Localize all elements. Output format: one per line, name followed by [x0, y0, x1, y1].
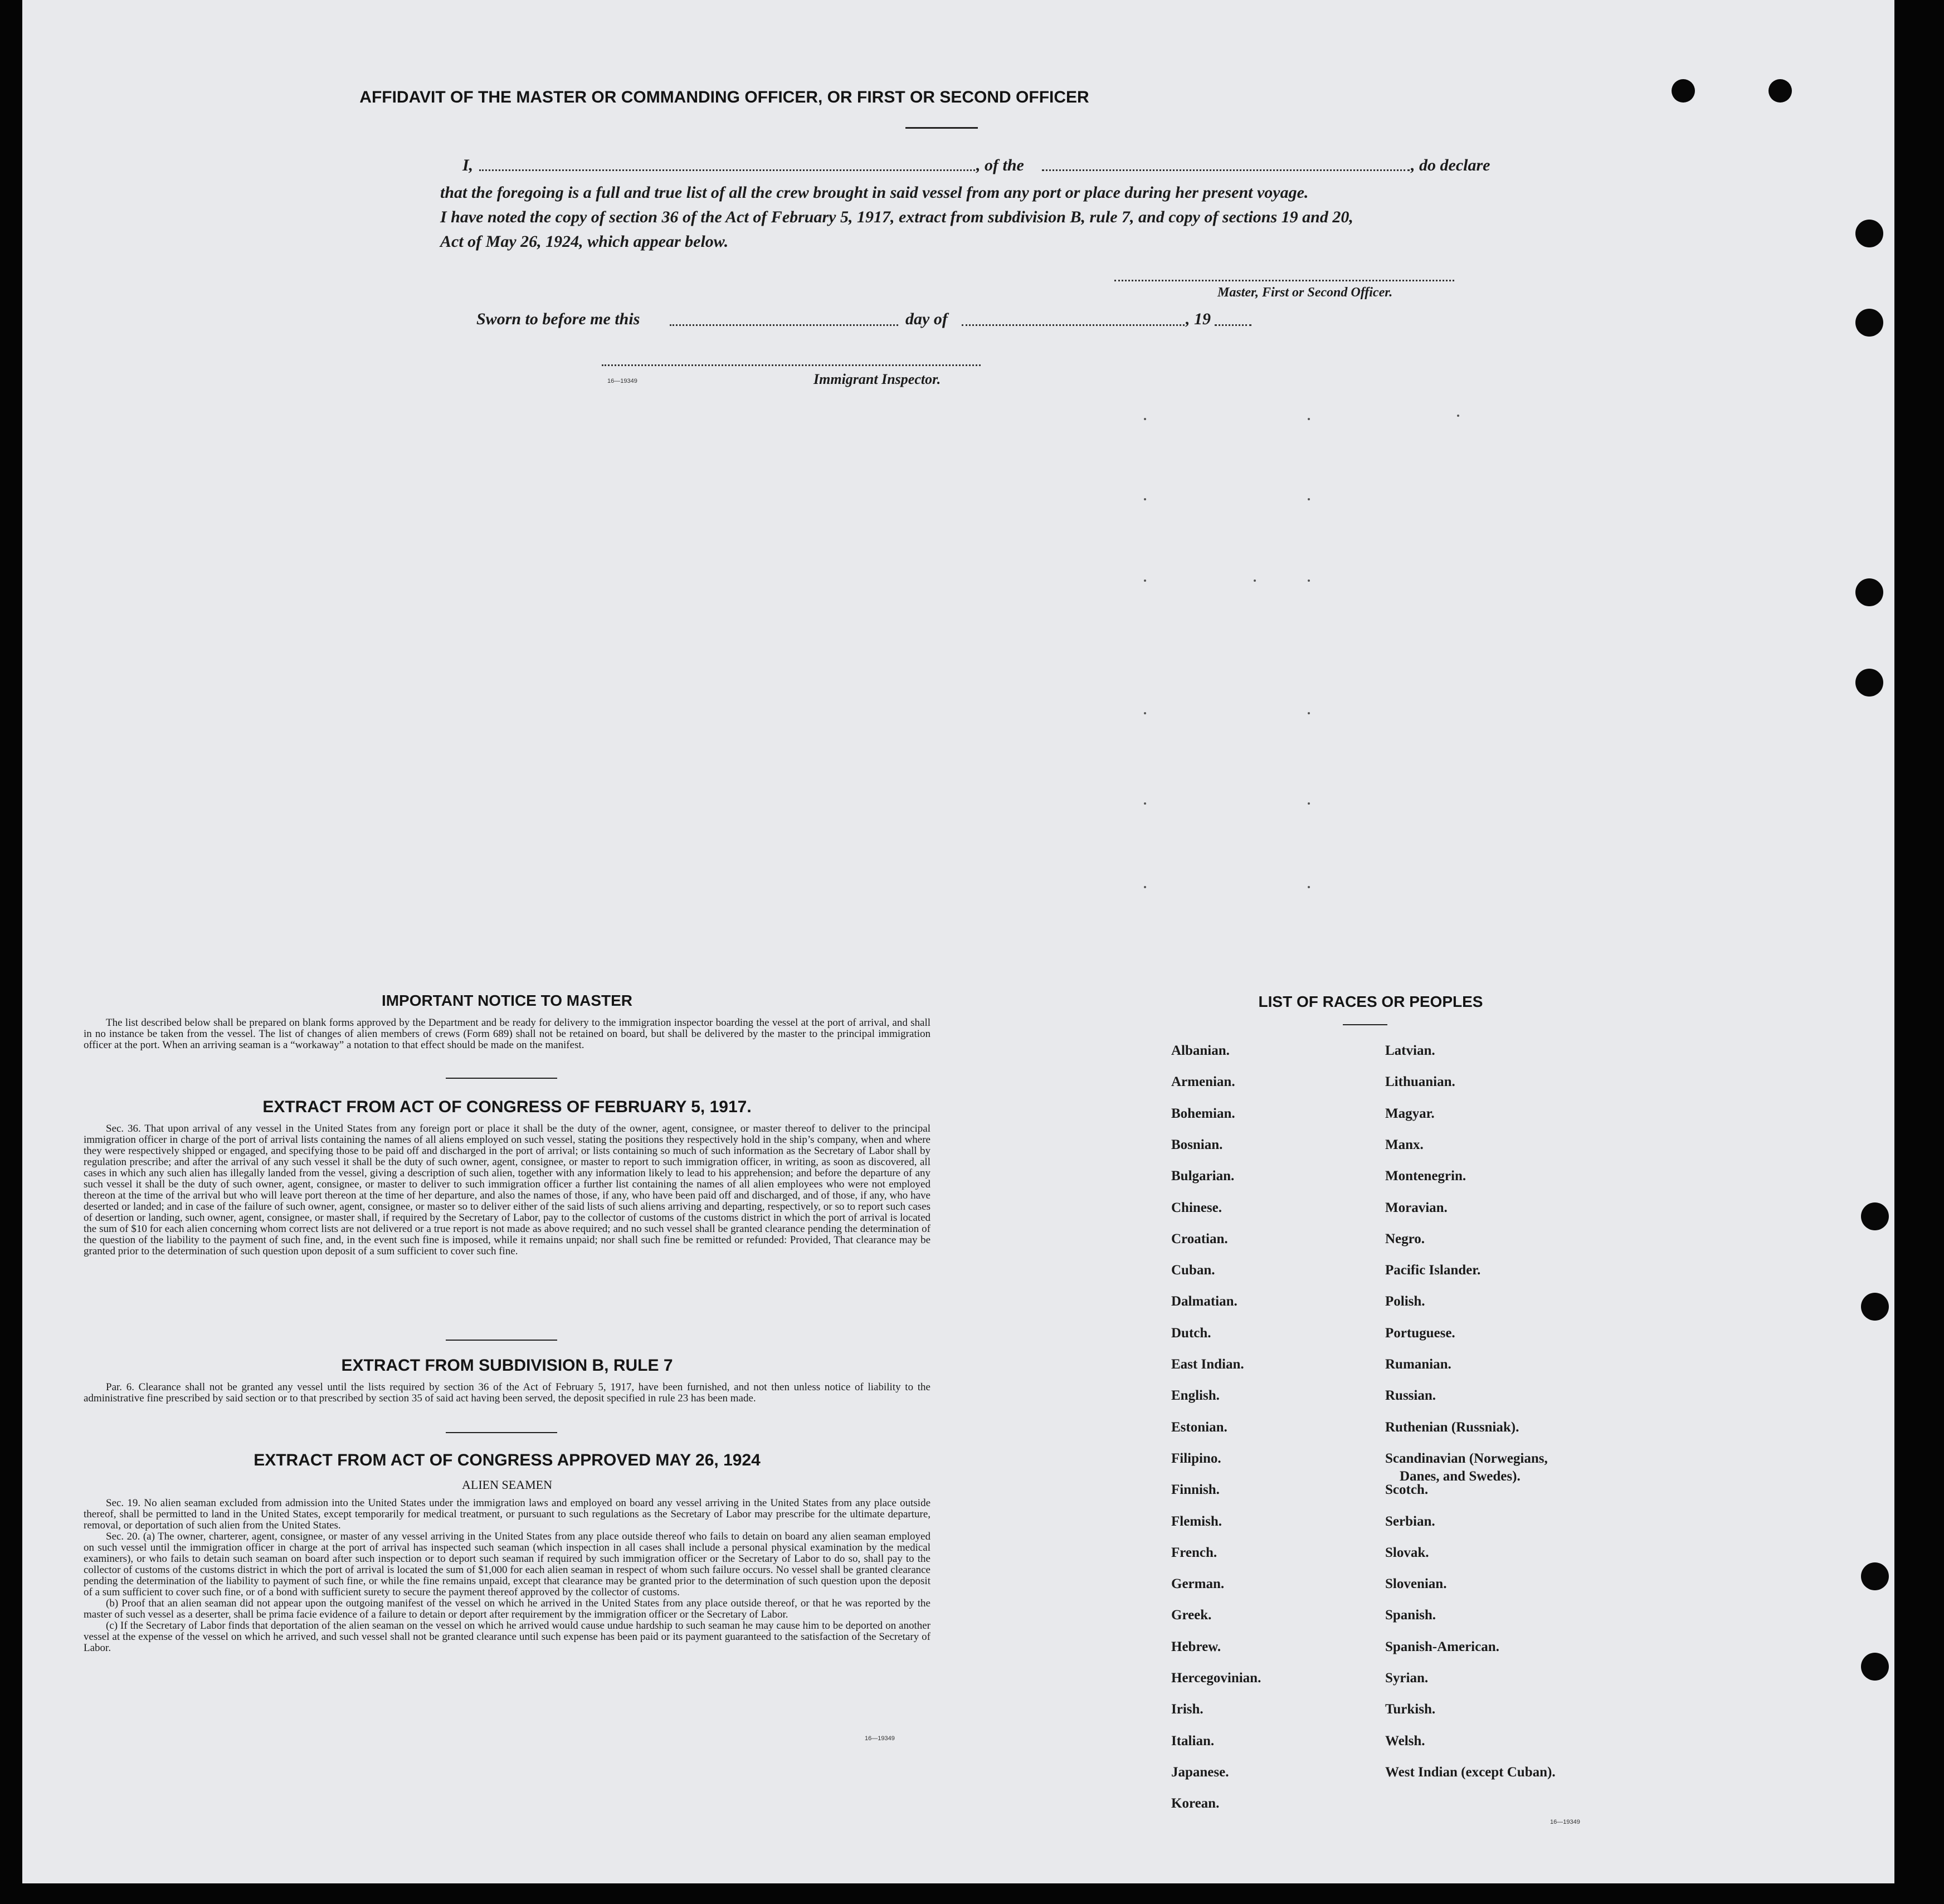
notice-title: IMPORTANT NOTICE TO MASTER — [381, 992, 633, 1009]
notice-text — [84, 1017, 930, 1051]
speck — [1308, 580, 1310, 582]
race-item: Bosnian. — [1171, 1137, 1223, 1152]
title-underline — [905, 127, 978, 129]
race-item: Danes, and Swedes). — [1400, 1469, 1521, 1484]
speck — [1144, 418, 1146, 420]
master-signature-label: Master, First or Second Officer. — [1217, 285, 1393, 300]
extract-1917-paragraph: Sec. 36. That upon arrival of any vessel in the United States from any foreign port or place it shall be the duty of the owner, agent, consignee, or master thereof to deliver to the principal immigration officer in charge of the port of arrival lists containing the names of all aliens employed on such vessel, stating the positions they respectively hold in the ship’s company, when and where they were respectively shipped or engaged, and specifying those to be paid off and discharged in the port of arrival; or lists containing so much of such information as the Secretary of Labor shall by regulation prescribe; and after the arrival of any such vessel it shall be the duty of such owner, agent, consignee, or master to report to such immigration officer, in writing, as soon as discovered, all cases in which any such alien has illegally landed from the vessel, giving a description of such alien, together with any information likely to lead to his apprehension; and before the departure of any such vessel it shall be the duty of such owner, agent, consignee, or master to deliver to such immigration officer a further list containing the names of all alien employees who were not employed thereon at the time of the arrival but who will leave port thereon at the time of her departure, and also the names of those, if any, who have been paid off and discharged, and of those, if any, who have deserted or landed; and in case of the failure of such owner, agent, consignee, or master so to deliver either of the said lists of such aliens arriving and departing, respectively, or so to report such cases of desertion or landing, such owner, agent, consignee, or master shall, if required by the Secretary of Labor, pay to the collector of customs of the customs district in which the port of arrival is located the sum of $10 for each alien concerning whom correct lists are not delivered or a true report is not made as above required; and no such vessel shall be granted clearance pending the determination of the question of the liability to the payment of such fine, and, in the event such fine is imposed, while it remains unpaid; nor shall such fine be remitted or refunded: Provided, That clearance may be granted prior to the determination of such question upon deposit of a sum sufficient to cover such fine. — [84, 1123, 930, 1257]
speck — [1144, 580, 1146, 582]
declaration-line: I have noted the copy of section 36 of the Act of February 5, 1917, extract from subdivision B, rule 7, and copy of sections 19 and 20, — [440, 208, 1353, 226]
inspector-signature-field[interactable] — [602, 364, 981, 366]
sworn-label: Sworn to before me this — [476, 310, 640, 328]
speck — [1308, 712, 1310, 714]
section-divider — [446, 1432, 557, 1433]
extract-1924-title: EXTRACT FROM ACT OF CONGRESS APPROVED MAY 26, 1924 — [254, 1451, 761, 1469]
punch-hole — [1861, 1293, 1889, 1321]
race-item: Moravian. — [1385, 1200, 1448, 1215]
year-label: , 19 — [1186, 310, 1211, 328]
speck — [1144, 498, 1146, 500]
form-number: 16—19349 — [865, 1735, 895, 1742]
punch-hole — [1768, 79, 1792, 103]
race-item: Finnish. — [1171, 1482, 1220, 1497]
race-item: Latvian. — [1385, 1043, 1435, 1058]
extract-1917-title: EXTRACT FROM ACT OF CONGRESS OF FEBRUARY 5, 1917. — [262, 1098, 752, 1116]
declarant-label: I, — [462, 156, 474, 174]
sec-20c-paragraph: (c) If the Secretary of Labor finds that deportation of the alien seaman on the vessel on which he arrived would cause undue hardship to such seaman he may cause him to be deported on another vessel at the expense of the vessel on which he arrived, and such vessel shall not be granted clearance until such expense has been paid or its payment guaranteed to the satisfaction of the Secretary of Labor. — [84, 1620, 930, 1654]
sworn-day-field[interactable] — [670, 324, 898, 326]
race-item: Scandinavian (Norwegians, — [1385, 1451, 1548, 1466]
form-number: 16—19349 — [607, 378, 637, 384]
race-item: Pacific Islander. — [1385, 1263, 1481, 1278]
speck — [1457, 415, 1459, 417]
extract-1917-text — [84, 1123, 930, 1257]
speck — [1308, 418, 1310, 420]
section-divider — [446, 1078, 557, 1079]
race-item: Armenian. — [1171, 1074, 1235, 1089]
race-item: Spanish-American. — [1385, 1639, 1499, 1654]
race-item: Chinese. — [1171, 1200, 1222, 1215]
race-item: Portuguese. — [1385, 1326, 1455, 1341]
race-item: Polish. — [1385, 1294, 1425, 1309]
race-item: Welsh. — [1385, 1733, 1425, 1749]
race-item: Hercegovinian. — [1171, 1671, 1261, 1686]
punch-hole — [1855, 669, 1883, 697]
race-item: Serbian. — [1385, 1514, 1435, 1529]
race-item: Montenegrin. — [1385, 1168, 1466, 1184]
race-item: Irish. — [1171, 1702, 1204, 1717]
race-item: Albanian. — [1171, 1043, 1230, 1058]
punch-hole — [1855, 309, 1883, 337]
race-item: West Indian (except Cuban). — [1385, 1765, 1556, 1780]
punch-hole — [1861, 1653, 1889, 1681]
declaration-line: Act of May 26, 1924, which appear below. — [440, 232, 729, 251]
race-item: Scotch. — [1385, 1482, 1429, 1497]
vessel-label: , of the — [976, 156, 1024, 174]
sworn-month-field[interactable] — [962, 324, 1185, 326]
extract-rule7-title: EXTRACT FROM SUBDIVISION B, RULE 7 — [341, 1356, 673, 1375]
speck — [1254, 580, 1256, 582]
sec-19-paragraph: Sec. 19. No alien seaman excluded from admission into the United States under the immigration laws and employed on board any vessel arriving in the United States from any place outside thereof, shall be permitted to land in the United States, except temporarily for medical treatment, or pursuant to such regulations as the Secretary of Labor may prescribe for the ultimate departure, removal, or deportation of such alien from the United States. — [84, 1497, 930, 1531]
races-title-underline — [1343, 1024, 1387, 1025]
race-item: Dutch. — [1171, 1326, 1211, 1341]
declaration-text — [440, 181, 1555, 254]
punch-hole — [1855, 578, 1883, 606]
race-item: Croatian. — [1171, 1231, 1228, 1246]
alien-seamen-subtitle: ALIEN SEAMEN — [462, 1478, 552, 1492]
race-item: Spanish. — [1385, 1608, 1436, 1623]
sworn-year-field[interactable] — [1215, 324, 1251, 326]
race-item: Dalmatian. — [1171, 1294, 1237, 1309]
race-item: French. — [1171, 1545, 1217, 1560]
race-item: English. — [1171, 1388, 1220, 1403]
race-item: Greek. — [1171, 1608, 1212, 1623]
manifest-back-page — [22, 0, 1894, 1883]
race-item: Flemish. — [1171, 1514, 1222, 1529]
punch-hole — [1855, 220, 1883, 247]
race-item: Hebrew. — [1171, 1639, 1221, 1654]
race-item: Estonian. — [1171, 1420, 1227, 1435]
race-item: Slovenian. — [1385, 1576, 1447, 1591]
extract-rule7-text — [84, 1382, 930, 1404]
race-item: Filipino. — [1171, 1451, 1221, 1466]
race-item: Slovak. — [1385, 1545, 1429, 1560]
race-item: Lithuanian. — [1385, 1074, 1455, 1089]
race-item: Japanese. — [1171, 1765, 1229, 1780]
race-item: Bohemian. — [1171, 1106, 1235, 1121]
extract-1924-text — [84, 1498, 930, 1654]
form-number: 16—19349 — [1550, 1819, 1580, 1825]
speck — [1308, 498, 1310, 500]
speck — [1308, 886, 1310, 888]
extract-rule7-paragraph: Par. 6. Clearance shall not be granted any vessel until the lists required by section 36 of the Act of February 5, 1917, have been furnished, and not then unless notice of liability to the administrative fine prescribed by said section or to that prescribed by section 35 of said act having been served, the deposit specified in rule 23 has been made. — [84, 1381, 930, 1404]
race-item: Rumanian. — [1385, 1357, 1451, 1372]
race-item: Manx. — [1385, 1137, 1424, 1152]
race-item: Syrian. — [1385, 1671, 1429, 1686]
section-divider — [446, 1340, 557, 1341]
race-item: East Indian. — [1171, 1357, 1244, 1372]
race-item: Turkish. — [1385, 1702, 1436, 1717]
sec-20b-paragraph: (b) Proof that an alien seaman did not appear upon the outgoing manifest of the vessel on which he arrived in the United States from any place outside thereof, or that he was reported by the master of such vessel as a deserter, shall be prima facie evidence of a failure to detain or deport after requirement by the immigration officer or the Secretary of Labor. — [84, 1598, 930, 1620]
race-item: Korean. — [1171, 1796, 1220, 1811]
punch-hole — [1861, 1562, 1889, 1590]
inspector-label: Immigrant Inspector. — [813, 371, 941, 387]
declare-label: , do declare — [1411, 156, 1490, 174]
speck — [1144, 802, 1146, 805]
race-item: Ruthenian (Russniak). — [1385, 1420, 1519, 1435]
race-item: Cuban. — [1171, 1263, 1215, 1278]
race-item: Magyar. — [1385, 1106, 1435, 1121]
day-of-label: day of — [905, 310, 948, 328]
race-item: Italian. — [1171, 1733, 1215, 1749]
race-item: German. — [1171, 1576, 1225, 1591]
punch-hole — [1861, 1202, 1889, 1230]
race-item: Negro. — [1385, 1231, 1425, 1246]
declarant-name-field[interactable] — [479, 169, 975, 171]
races-title: LIST OF RACES OR PEOPLES — [1258, 993, 1483, 1010]
punch-hole — [1672, 79, 1695, 103]
race-item: Russian. — [1385, 1388, 1436, 1403]
speck — [1308, 802, 1310, 805]
speck — [1144, 886, 1146, 888]
speck — [1144, 712, 1146, 714]
notice-paragraph: The list described below shall be prepared on blank forms approved by the Department and be ready for delivery to the immigration inspector boarding the vessel at the port of arrival, and shall in no instance be taken from the vessel. The list of changes of alien members of crews (Form 689) shall not be retained on board, but shall be delivered by the master to the principal immigration officer at the port. When an arriving seaman is a “workaway” a notation to that effect should be made on the manifest. — [84, 1017, 930, 1051]
master-signature-field[interactable] — [1114, 280, 1454, 281]
affidavit-title: AFFIDAVIT OF THE MASTER OR COMMANDING OFFICER, OR FIRST OR SECOND OFFICER — [359, 88, 1089, 106]
vessel-name-field[interactable] — [1042, 169, 1410, 171]
race-item: Bulgarian. — [1171, 1168, 1235, 1184]
sec-20a-paragraph: Sec. 20. (a) The owner, charterer, agent, consignee, or master of any vessel arriving in the United States from any place outside thereof who fails to detain on board any alien seaman employed on such vessel until the immigration officer in charge at the port of arrival has inspected such seaman (which inspection in all cases shall include a personal physical examination by the medical examiners), or who fails to detain such seaman on board after such inspection or to deport such seaman if required by such immigration officer or the Secretary of Labor to do so, shall pay to the collector of customs of the customs district in which the port of arrival is located the sum of $1,000 for each alien seaman in respect of whom such failure occurs. No vessel shall be granted clearance pending the determination of the liability to payment of such fine, or while the fine remains unpaid, except that clearance may be granted prior to the determination of such question upon the deposit of a sum sufficient to cover such fine, or of a bond with sufficient surety to secure the payment thereof approved by the collector of customs. — [84, 1531, 930, 1598]
declaration-line: that the foregoing is a full and true list of all the crew brought in said vessel from any port or place during her present voyage. — [440, 183, 1309, 202]
